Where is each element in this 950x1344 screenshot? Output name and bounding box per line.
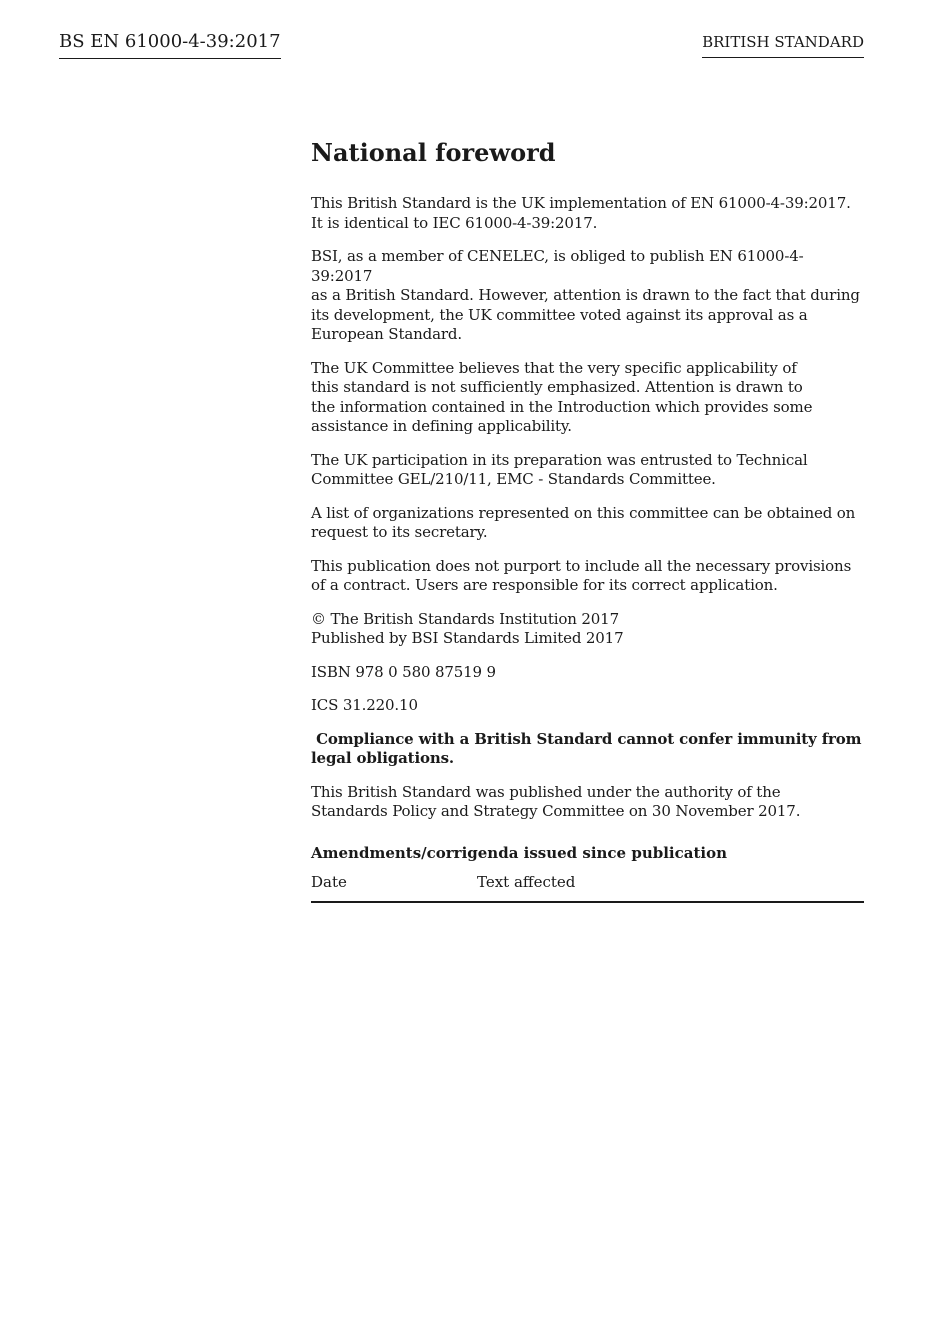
paragraph-provisions: This publication does not purport to include all the necessary provisions of a contract. Users are responsible for its correct application. (311, 556, 852, 594)
ics-code: ICS 31.220.10 (311, 696, 418, 714)
paragraph-cenelec: BSI, as a member of CENELEC, is obliged to publish EN 61000-4-39:2017 as a British Standard. However, attention is drawn to the fact that during its development, the UK committee voted against its approval as a European Standard. (311, 247, 860, 343)
header-label: BRITISH STANDARD (702, 31, 864, 58)
document-id: BS EN 61000-4-39:2017 (59, 30, 281, 59)
paragraph-implementation: This British Standard is the UK implementation of EN 61000-4-39:2017. It is identical to IEC 61000-4-39:2017. (311, 194, 851, 232)
publication-authority: This British Standard was published under the authority of the Standards Policy and Strategy Committee on 30 November 2017. (311, 782, 801, 820)
compliance-notice: Compliance with a British Standard cannot confer immunity from legal obligations. (311, 729, 862, 767)
page-title: National foreword (311, 138, 556, 167)
isbn: ISBN 978 0 580 87519 9 (311, 662, 496, 681)
paragraph-copyright: © The British Standards Institution 2017 Published by BSI Standards Limited 2017 (311, 609, 624, 647)
amendments-col-text: Text affected (477, 873, 576, 891)
amendments-col-date: Date (311, 873, 347, 891)
paragraph-applicability: The UK Committee believes that the very specific applicability of this standard is not sufficiently emphasized. Attention is drawn to the information contained in the Introduction which provides some assistance in defining applicability. (311, 358, 813, 435)
amendments-table (311, 873, 864, 903)
foreword-body (311, 136, 864, 903)
amendments-title: Amendments/corrigenda issued since publication (311, 843, 727, 862)
paragraph-committee: The UK participation in its preparation was entrusted to Technical Committee GEL/210/11, EMC - Standards Committee. (311, 450, 808, 488)
paragraph-organizations: A list of organizations represented on this committee can be obtained on request to its secretary. (311, 503, 856, 541)
